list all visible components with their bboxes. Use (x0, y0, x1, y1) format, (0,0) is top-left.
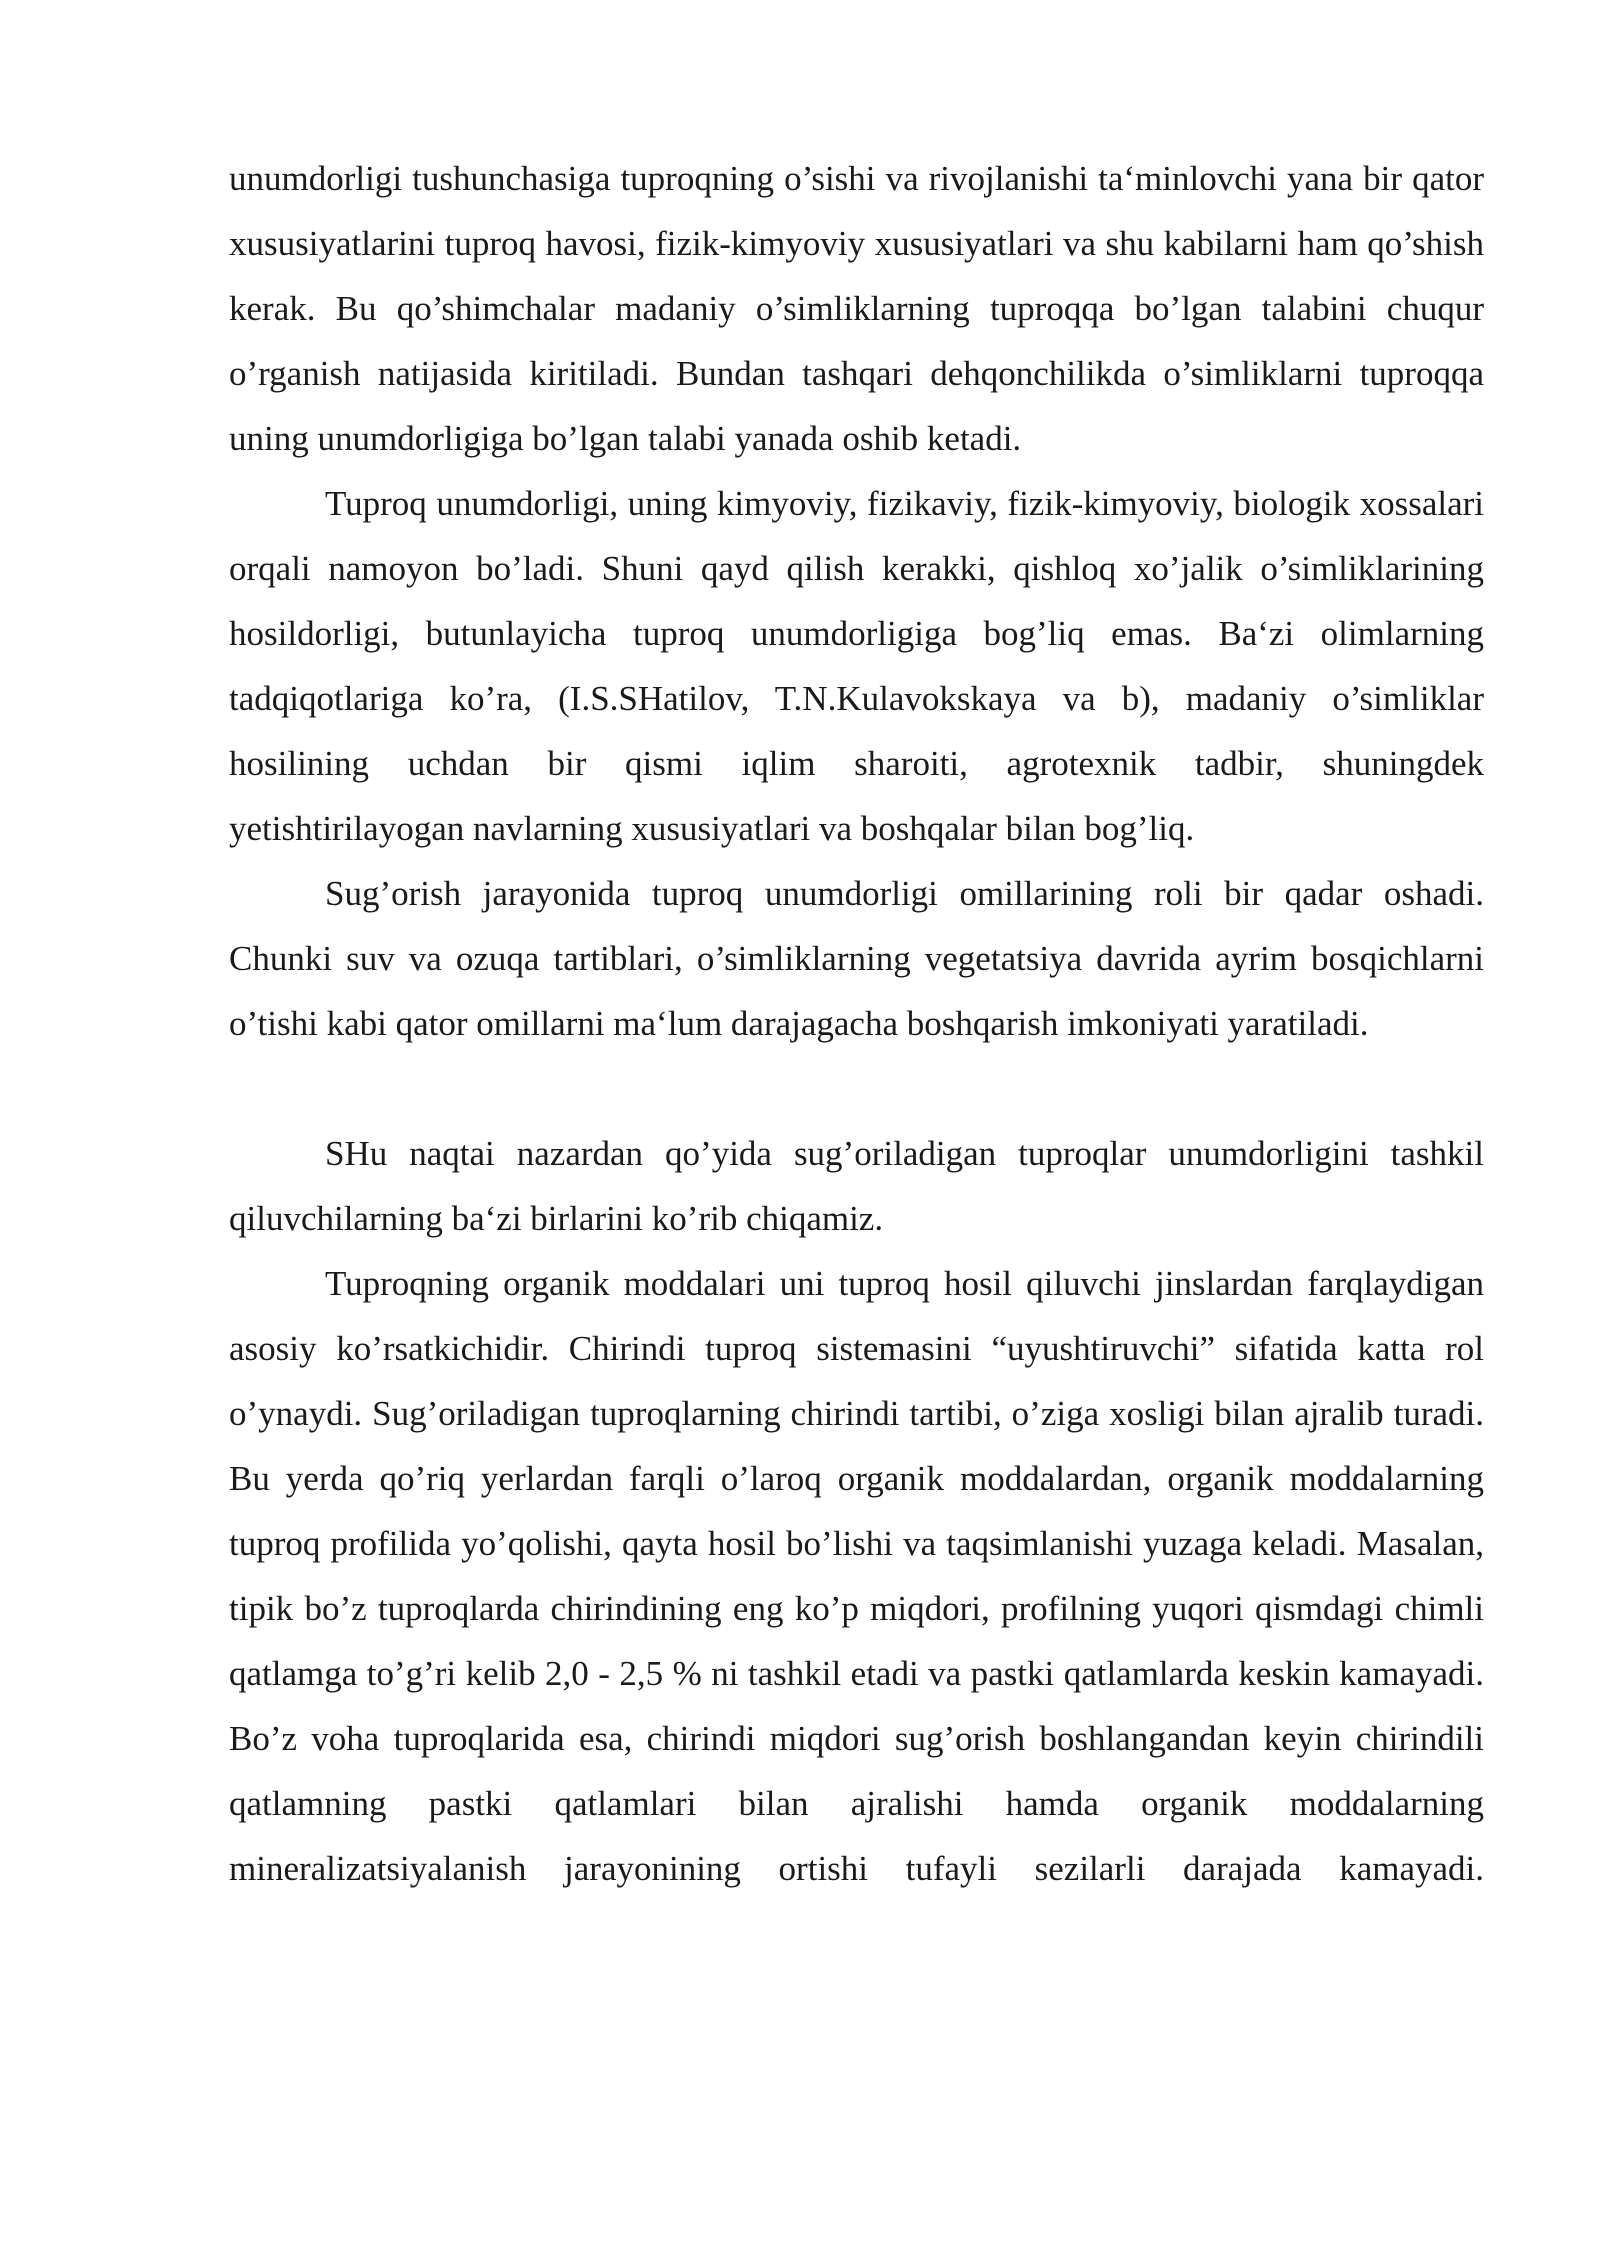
document-body (229, 146, 1484, 1901)
paragraph-irrigation-factors: Sug’orish jarayonida tuproq unumdorligi omillarining roli bir qadar oshadi. Chunki suv va ozuqa tartiblari, o’simliklarning vegetatsiya davrida ayrim bosqichlarni o’tishi kabi qator omillarni ma‘lum darajagacha boshqarish imkoniyati yaratiladi. (229, 874, 1484, 1043)
paragraph-organic-matter: Tuproqning organik moddalari uni tuproq hosil qiluvchi jinslardan farqlaydigan asosiy ko’rsatkichidir. Chirindi tuproq sistemasini “uyushtiruvchi” sifatida katta rol o’ynaydi. Sug’oriladigan tuproqlarning chirindi tartibi, o’ziga xosligi bilan ajralib turadi. Bu yerda qo’riq yerlardan farqli o’laroq organik moddalardan, organik moddalarning tuproq profilida yo’qolishi, qayta hosil bo’lishi va taqsimlanishi yuzaga keladi. Masalan, tipik bo’z tuproqlarda chirindining eng ko’p miqdori, profilning yuqori qismdagi chimli qatlamga to’g’ri kelib 2,0 - 2,5 % ni tashkil etadi va pastki qatlamlarda keskin kamayadi. Bo’z voha tuproqlarida esa, chirindi miqdori sug’orish boshlangandan keyin chirindili qatlamning pastki qatlamlari bilan ajralishi hamda organik moddalarning mineralizatsiyalanish jarayonining ortishi tufayli sezilarli darajada kamayadi. (229, 1264, 1484, 1888)
paragraph-continuation: unumdorligi tushunchasiga tuproqning o’sishi va rivojlanishi ta‘minlovchi yana bir qator xususiyatlarini tuproq havosi, fizik-kimyoviy xususiyatlari va shu kabilarni ham qo’shish kerak. Bu qo’shimchalar madaniy o’simliklarning tuproqqa bo’lgan talabini chuqur o’rganish natijasida kiritiladi. Bundan tashqari dehqonchilikda o’simliklarni tuproqqa uning unumdorligiga bo’lgan talabi yanada oshib ketadi. (229, 159, 1484, 458)
paragraph-irrigated-soils-intro: SHu naqtai nazardan qo’yida sug’oriladigan tuproqlar unumdorligini tashkil qiluvchilarning ba‘zi birlarini ko’rib chiqamiz. (229, 1134, 1484, 1238)
paragraph-soil-fertility-properties: Tuproq unumdorligi, uning kimyoviy, fizikaviy, fizik-kimyoviy, biologik xossalari orqali namoyon bo’ladi. Shuni qayd qilish kerakki, qishloq xo’jalik o’simliklarining hosildorligi, butunlayicha tuproq unumdorligiga bog’liq emas. Ba‘zi olimlarning tadqiqotlariga ko’ra, (I.S.SHatilov, T.N.Kulavokskaya va b), madaniy o’simliklar hosilining uchdan bir qismi iqlim sharoiti, agrotexnik tadbir, shuningdek yetishtirilayogan navlarning xususiyatlari va boshqalar bilan bog’liq. (229, 484, 1484, 848)
